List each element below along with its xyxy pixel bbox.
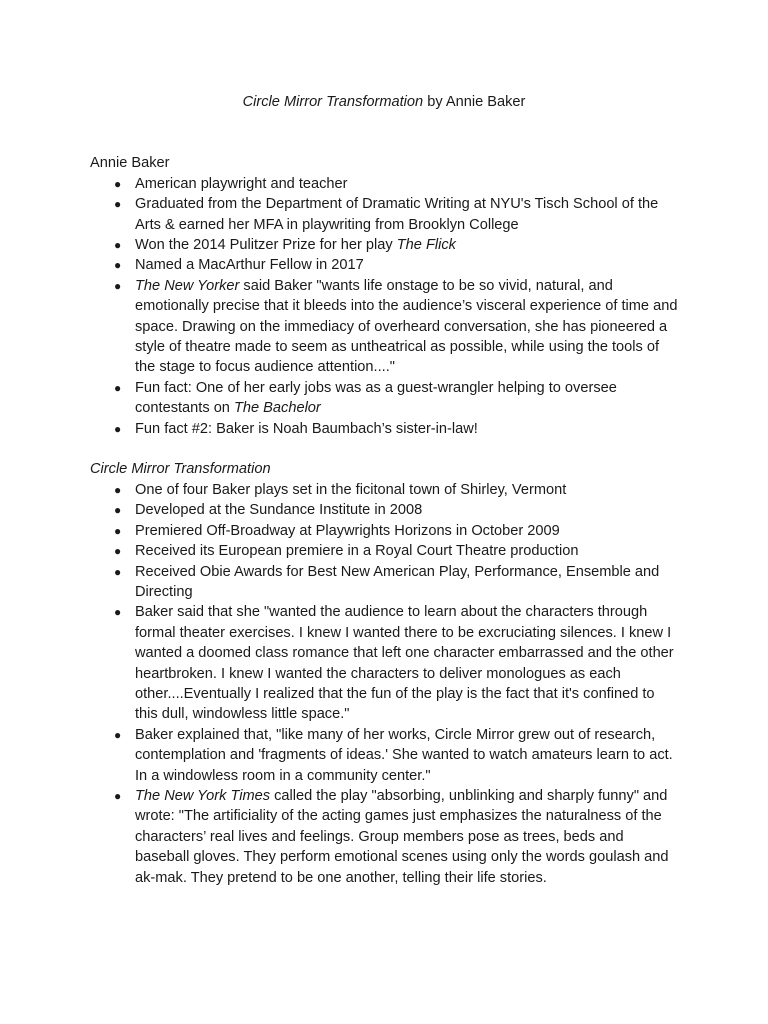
list-item — [90, 562, 678, 603]
text-run: American playwright and teacher — [135, 175, 348, 192]
italic-text: The Flick — [396, 237, 456, 254]
bullet-icon: ● — [114, 176, 122, 191]
list-item — [90, 602, 678, 724]
bullet-icon: ● — [114, 238, 122, 253]
text-run: Premiered Off-Broadway at Playwrights Horizons in October 2009 — [135, 522, 560, 539]
list-item — [90, 480, 678, 500]
bullet-icon: ● — [114, 503, 122, 518]
list-item — [90, 541, 678, 561]
title-byline: by Annie Baker — [423, 94, 526, 110]
title-play-name: Circle Mirror Transformation — [242, 94, 424, 110]
list-item — [90, 194, 678, 235]
text-run: Developed at the Sundance Institute in 2008 — [135, 502, 423, 519]
text-run: Named a MacArthur Fellow in 2017 — [135, 257, 364, 274]
list-item — [90, 235, 678, 255]
text-run: Baker explained that, "like many of her works, Circle Mirror grew out of research, contemplation and 'fragments of ideas.' She wanted to watch amateurs learn to act. In a windowless room in a community center." — [135, 726, 673, 784]
bullet-icon: ● — [114, 421, 122, 436]
bullet-icon: ● — [114, 727, 122, 742]
section — [90, 459, 678, 888]
document-title — [90, 92, 678, 112]
section — [90, 153, 678, 439]
section-heading: Annie Baker — [90, 155, 170, 172]
bullet-icon: ● — [114, 258, 122, 273]
bullet-icon: ● — [114, 605, 122, 620]
list-item — [90, 786, 678, 888]
list-item — [90, 276, 678, 378]
bullet-icon: ● — [114, 380, 122, 395]
text-run: Won the 2014 Pulitzer Prize for her play — [135, 237, 397, 254]
list-item — [90, 419, 678, 439]
text-run: One of four Baker plays set in the ficitonal town of Shirley, Vermont — [135, 481, 567, 498]
bullet-list — [90, 480, 678, 888]
bullet-icon: ● — [114, 544, 122, 559]
text-run: Fun fact #2: Baker is Noah Baumbach’s sister-in-law! — [135, 420, 478, 437]
list-item — [90, 725, 678, 786]
text-run: Graduated from the Department of Dramatic Writing at NYU's Tisch School of the Arts & earned her MFA in playwriting from Brooklyn College — [135, 196, 659, 233]
list-item — [90, 255, 678, 275]
text-run: called the play "absorbing, unblinking and sharply funny" and wrote: "The artificiality of the acting games just emphasizes the naturalness of the characters’ real lives and feelings. Group members pose as trees, beds and baseball gloves. They perform emotional scenes using only the words goulash and ak-mak. They pretend to be one another, telling their life stories. — [135, 787, 669, 886]
italic-text: The Bachelor — [233, 400, 321, 417]
bullet-icon: ● — [114, 523, 122, 538]
bullet-icon: ● — [114, 278, 122, 293]
section-heading: Circle Mirror Transformation — [90, 461, 271, 478]
text-run: said Baker "wants life onstage to be so vivid, natural, and emotionally precise that it bleeds into the audience’s visceral experience of time and space. Drawing on the immediacy of overheard conversation, she has pioneered a style of theatre made to seem as untheatrical as possible, while using the tools of the stage to focus audience attention...." — [135, 277, 678, 376]
italic-text: The New York Times — [135, 787, 271, 804]
list-item — [90, 174, 678, 194]
document-body — [90, 153, 678, 888]
text-run: Received Obie Awards for Best New American Play, Performance, Ensemble and Directing — [135, 563, 660, 600]
bullet-icon: ● — [114, 197, 122, 212]
text-run: Received its European premiere in a Royal Court Theatre production — [135, 543, 579, 560]
bullet-icon: ● — [114, 788, 122, 803]
text-run: Fun fact: One of her early jobs was as a guest-wrangler helping to oversee contestants on — [135, 379, 617, 417]
bullet-icon: ● — [114, 564, 122, 579]
list-item — [90, 521, 678, 541]
list-item — [90, 500, 678, 520]
bullet-icon: ● — [114, 482, 122, 497]
bullet-list — [90, 174, 678, 439]
list-item — [90, 378, 678, 419]
italic-text: The New Yorker — [135, 277, 240, 294]
text-run: Baker said that she "wanted the audience to learn about the characters through formal theater exercises. I knew I wanted there to be excruciating silences. I knew I wanted a doomed class romance that left one character embarrassed and the other heartbroken. I knew I wanted the characters to deliver monologues as each other....Eventually I realized that the fun of the play is the fact that it's confined to this dull, windowless little space." — [135, 604, 674, 723]
